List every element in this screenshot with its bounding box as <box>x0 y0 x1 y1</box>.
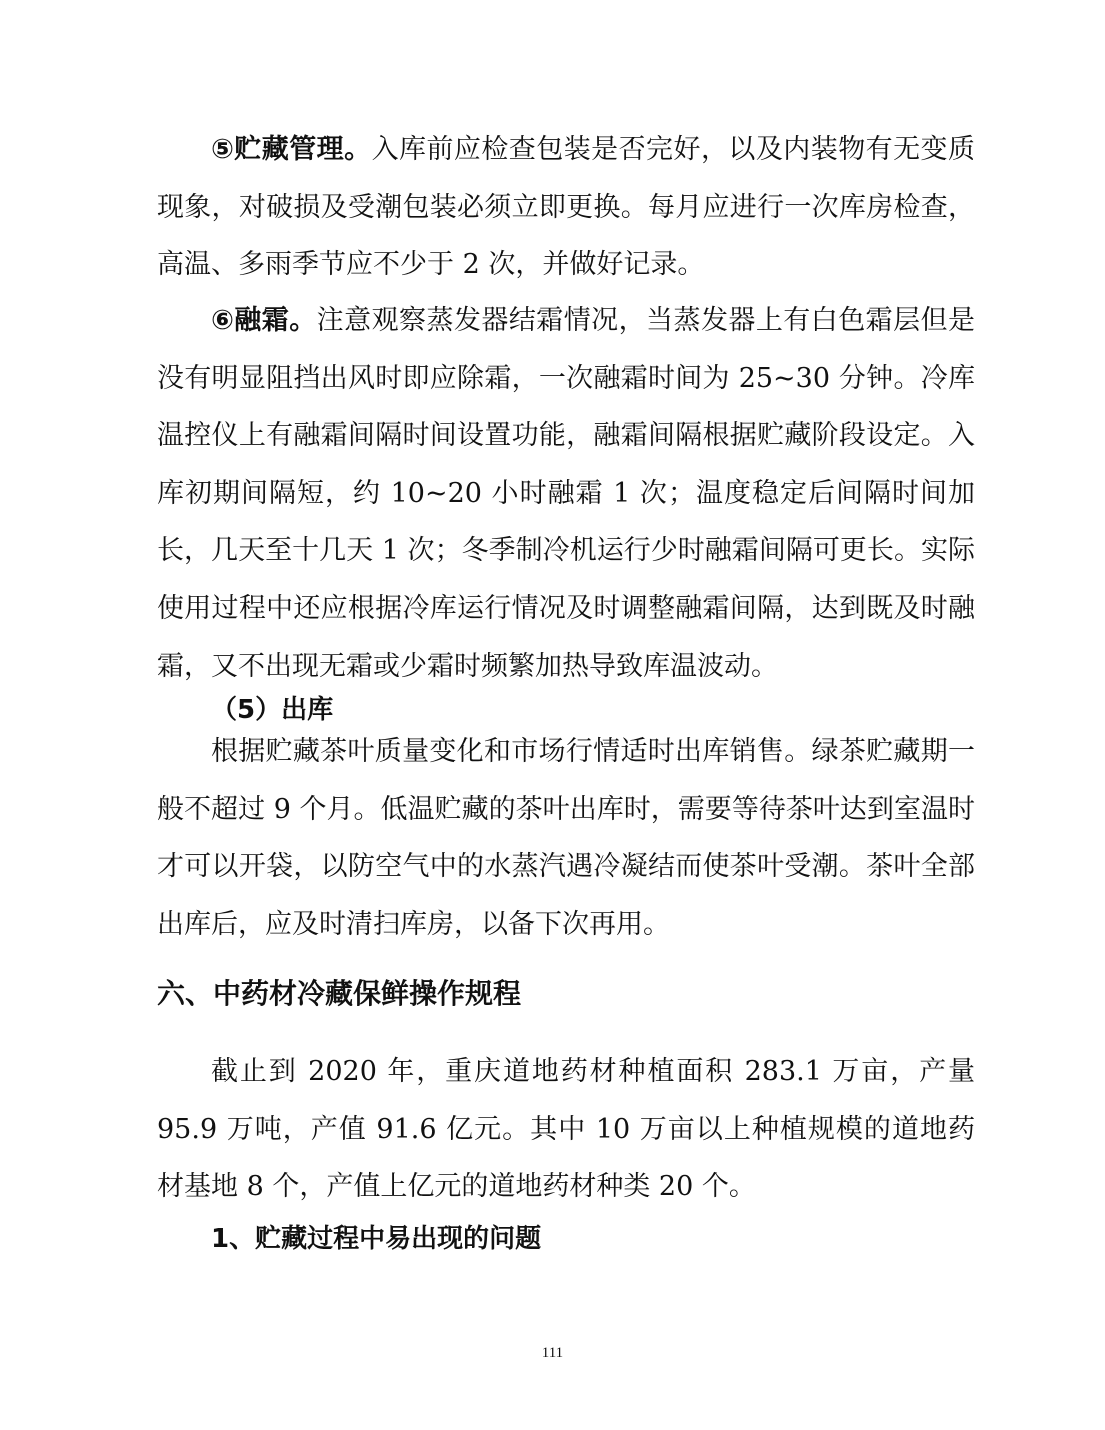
paragraph-text-defrost: 注意观察蒸发器结霜情况，当蒸发器上有白色霜层但是没有明显阻挡出风时即应除霜，一次融霜时间为 25~30 分钟。冷库温控仪上有融霜间隔时间设置功能，融霜间隔根据贮藏阶段设定。入库初期间隔短，约 10~20 小时融霜 1 次；温度稳定后间隔时间加长，几天至十几天 1 次；冬季制冷机运行少时融霜间隔可更长。实际使用过程中还应根据冷库运行情况及时调整融霜间隔，达到既及时融霜，又不出现无霜或少霜时频繁加热导致库温波动。 <box>157 305 975 682</box>
page-number: 111 <box>541 1345 564 1361</box>
paragraph-lead-storage-management: ⑤贮藏管理。 <box>211 134 372 165</box>
paragraph-herbal-stats: 截止到 2020 年，重庆道地药材种植面积 283.1 万亩，产量 95.9 万吨，产值 91.6 亿元。其中 10 万亩以上种植规模的道地药材基地 8 个，产值上亿元的道地药材种类 20 个。 <box>157 1056 975 1203</box>
paragraph-lead-defrost: ⑥融霜。 <box>211 305 317 336</box>
paragraph-outbound: 根据贮藏茶叶质量变化和市场行情适时出库销售。绿茶贮藏期一般不超过 9 个月。低温贮藏的茶叶出库时，需要等待茶叶达到室温时才可以开袋，以防空气中的水蒸汽遇冷凝结而使茶叶受潮。茶叶全部出库后，应及时清扫库房，以备下次再用。 <box>157 736 975 940</box>
paragraph-text-storage-management: 入库前应检查包装是否完好，以及内装物有无变质现象，对破损及受潮包装必须立即更换。每月应进行一次库房检查，高温、多雨季节应不少于 2 次，并做好记录。 <box>157 134 975 281</box>
subheading-outbound: （5）出库 <box>211 695 334 725</box>
subheading-storage-problems: 1、贮藏过程中易出现的问题 <box>211 1224 542 1254</box>
section-heading: 六、中药材冷藏保鲜操作规程 <box>157 977 522 1010</box>
paragraph-storage-management <box>157 121 975 294</box>
paragraph-defrost <box>157 292 975 695</box>
